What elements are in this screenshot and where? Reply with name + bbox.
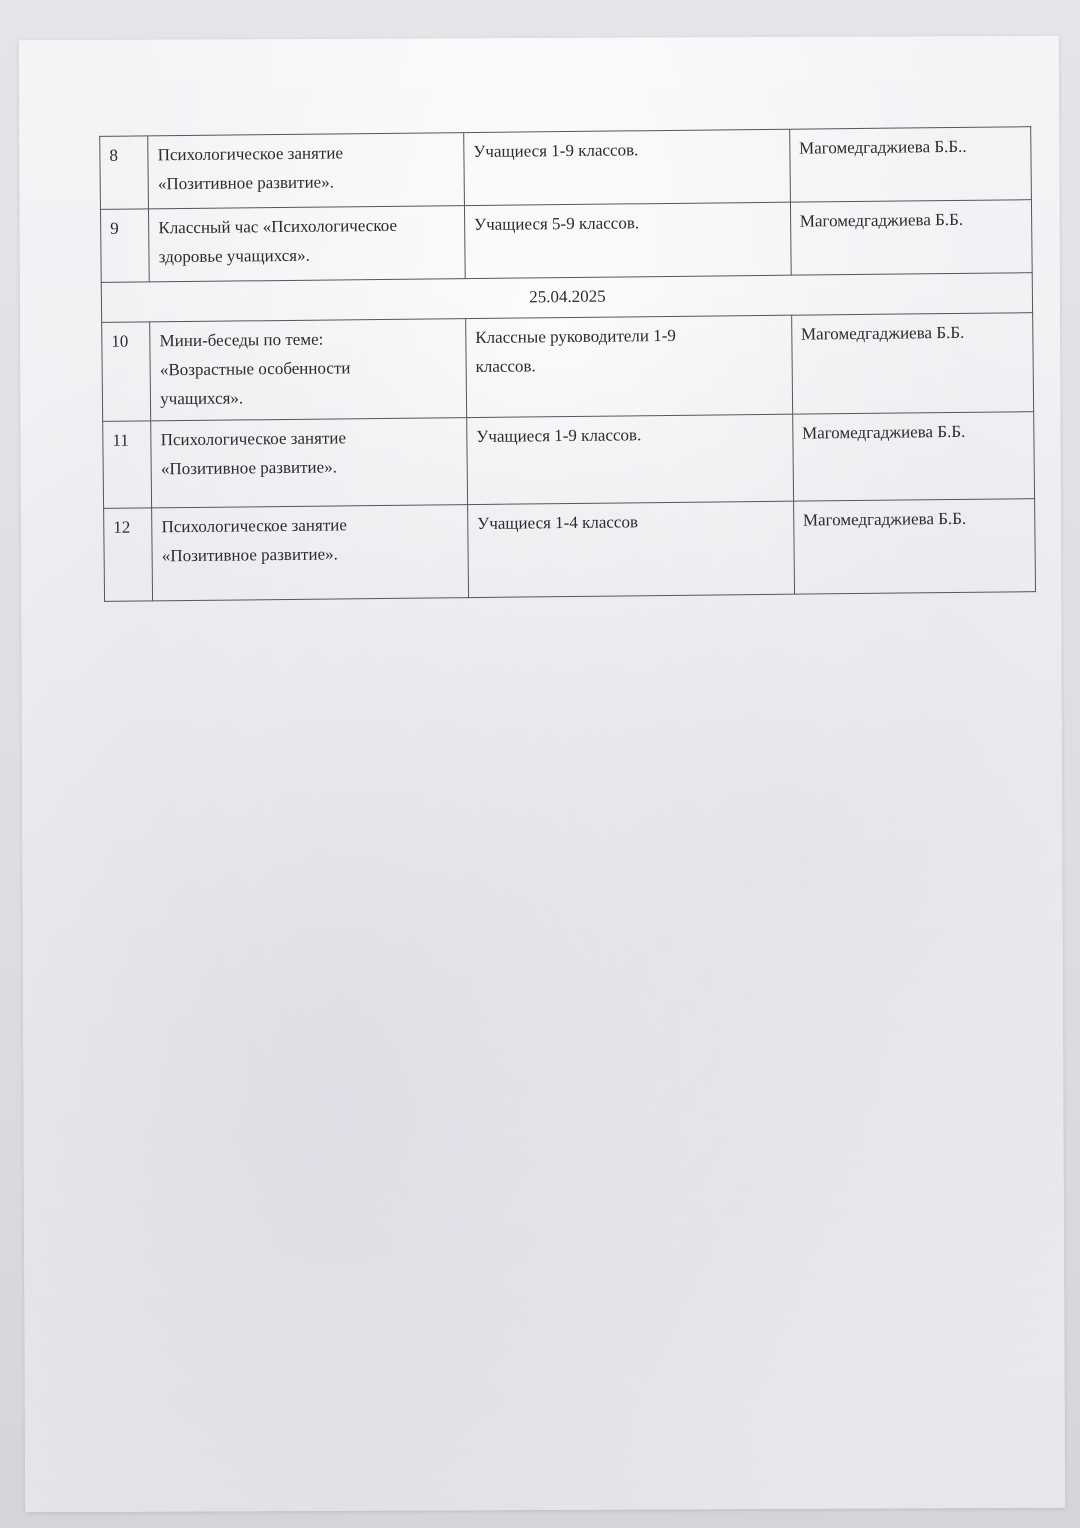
event-audience	[466, 315, 793, 417]
event-topic-line: «Позитивное развитие».	[157, 172, 335, 194]
event-audience	[464, 129, 790, 205]
table-row	[103, 412, 1035, 509]
date-header: 25.04.2025	[101, 273, 1032, 323]
table-row	[102, 313, 1034, 422]
event-audience-line: Учащиеся 1-9 классов.	[476, 425, 642, 446]
event-topic	[151, 418, 468, 508]
event-audience	[467, 414, 794, 504]
event-topic-line: «Позитивное развитие».	[161, 544, 338, 566]
event-topic	[152, 505, 469, 601]
event-topic-line: здоровье учащихся».	[158, 245, 310, 267]
event-topic-line: учащихся».	[160, 388, 244, 409]
event-audience	[464, 202, 790, 278]
event-audience-line: Учащиеся 1-9 классов.	[473, 140, 639, 162]
event-topic	[150, 319, 467, 421]
event-responsible: Магомедгаджиева Б.Б..	[789, 127, 1031, 203]
row-number: 9	[100, 209, 149, 283]
event-topic-line: «Позитивное развитие».	[160, 457, 337, 479]
event-topic-line: Мини-беседы по теме:	[159, 329, 324, 351]
event-topic-line: Психологическое занятие	[161, 515, 347, 537]
event-audience-line: классов.	[475, 356, 536, 376]
event-audience	[468, 501, 795, 597]
event-responsible: Магомедгаджиева Б.Б.	[790, 200, 1032, 276]
event-audience-line: Учащиеся 1-4 классов	[477, 512, 639, 533]
table-row	[104, 499, 1036, 602]
event-topic-line: Психологическое занятие	[157, 143, 344, 165]
event-topic-line: «Возрастные особенности	[159, 358, 351, 380]
paper-sheet	[19, 36, 1065, 1513]
row-number: 12	[104, 508, 153, 602]
event-audience-line: Классные руководители 1-9	[475, 325, 676, 347]
event-responsible: Магомедгаджиева Б.Б.	[791, 313, 1033, 415]
row-number: 10	[102, 322, 151, 421]
event-responsible: Магомедгаджиева Б.Б.	[792, 412, 1034, 502]
event-topic-line: Классный час «Психологическое	[158, 215, 398, 238]
event-topic	[148, 133, 464, 209]
row-number: 8	[100, 136, 149, 210]
table-row	[100, 200, 1032, 283]
event-topic	[149, 206, 465, 282]
event-responsible: Магомедгаджиева Б.Б.	[793, 499, 1035, 595]
schedule-table	[99, 126, 1036, 602]
table-row	[100, 127, 1032, 210]
row-number: 11	[103, 421, 152, 509]
event-audience-line: Учащиеся 5-9 классов.	[473, 213, 640, 235]
event-topic-line: Психологическое занятие	[160, 428, 347, 450]
